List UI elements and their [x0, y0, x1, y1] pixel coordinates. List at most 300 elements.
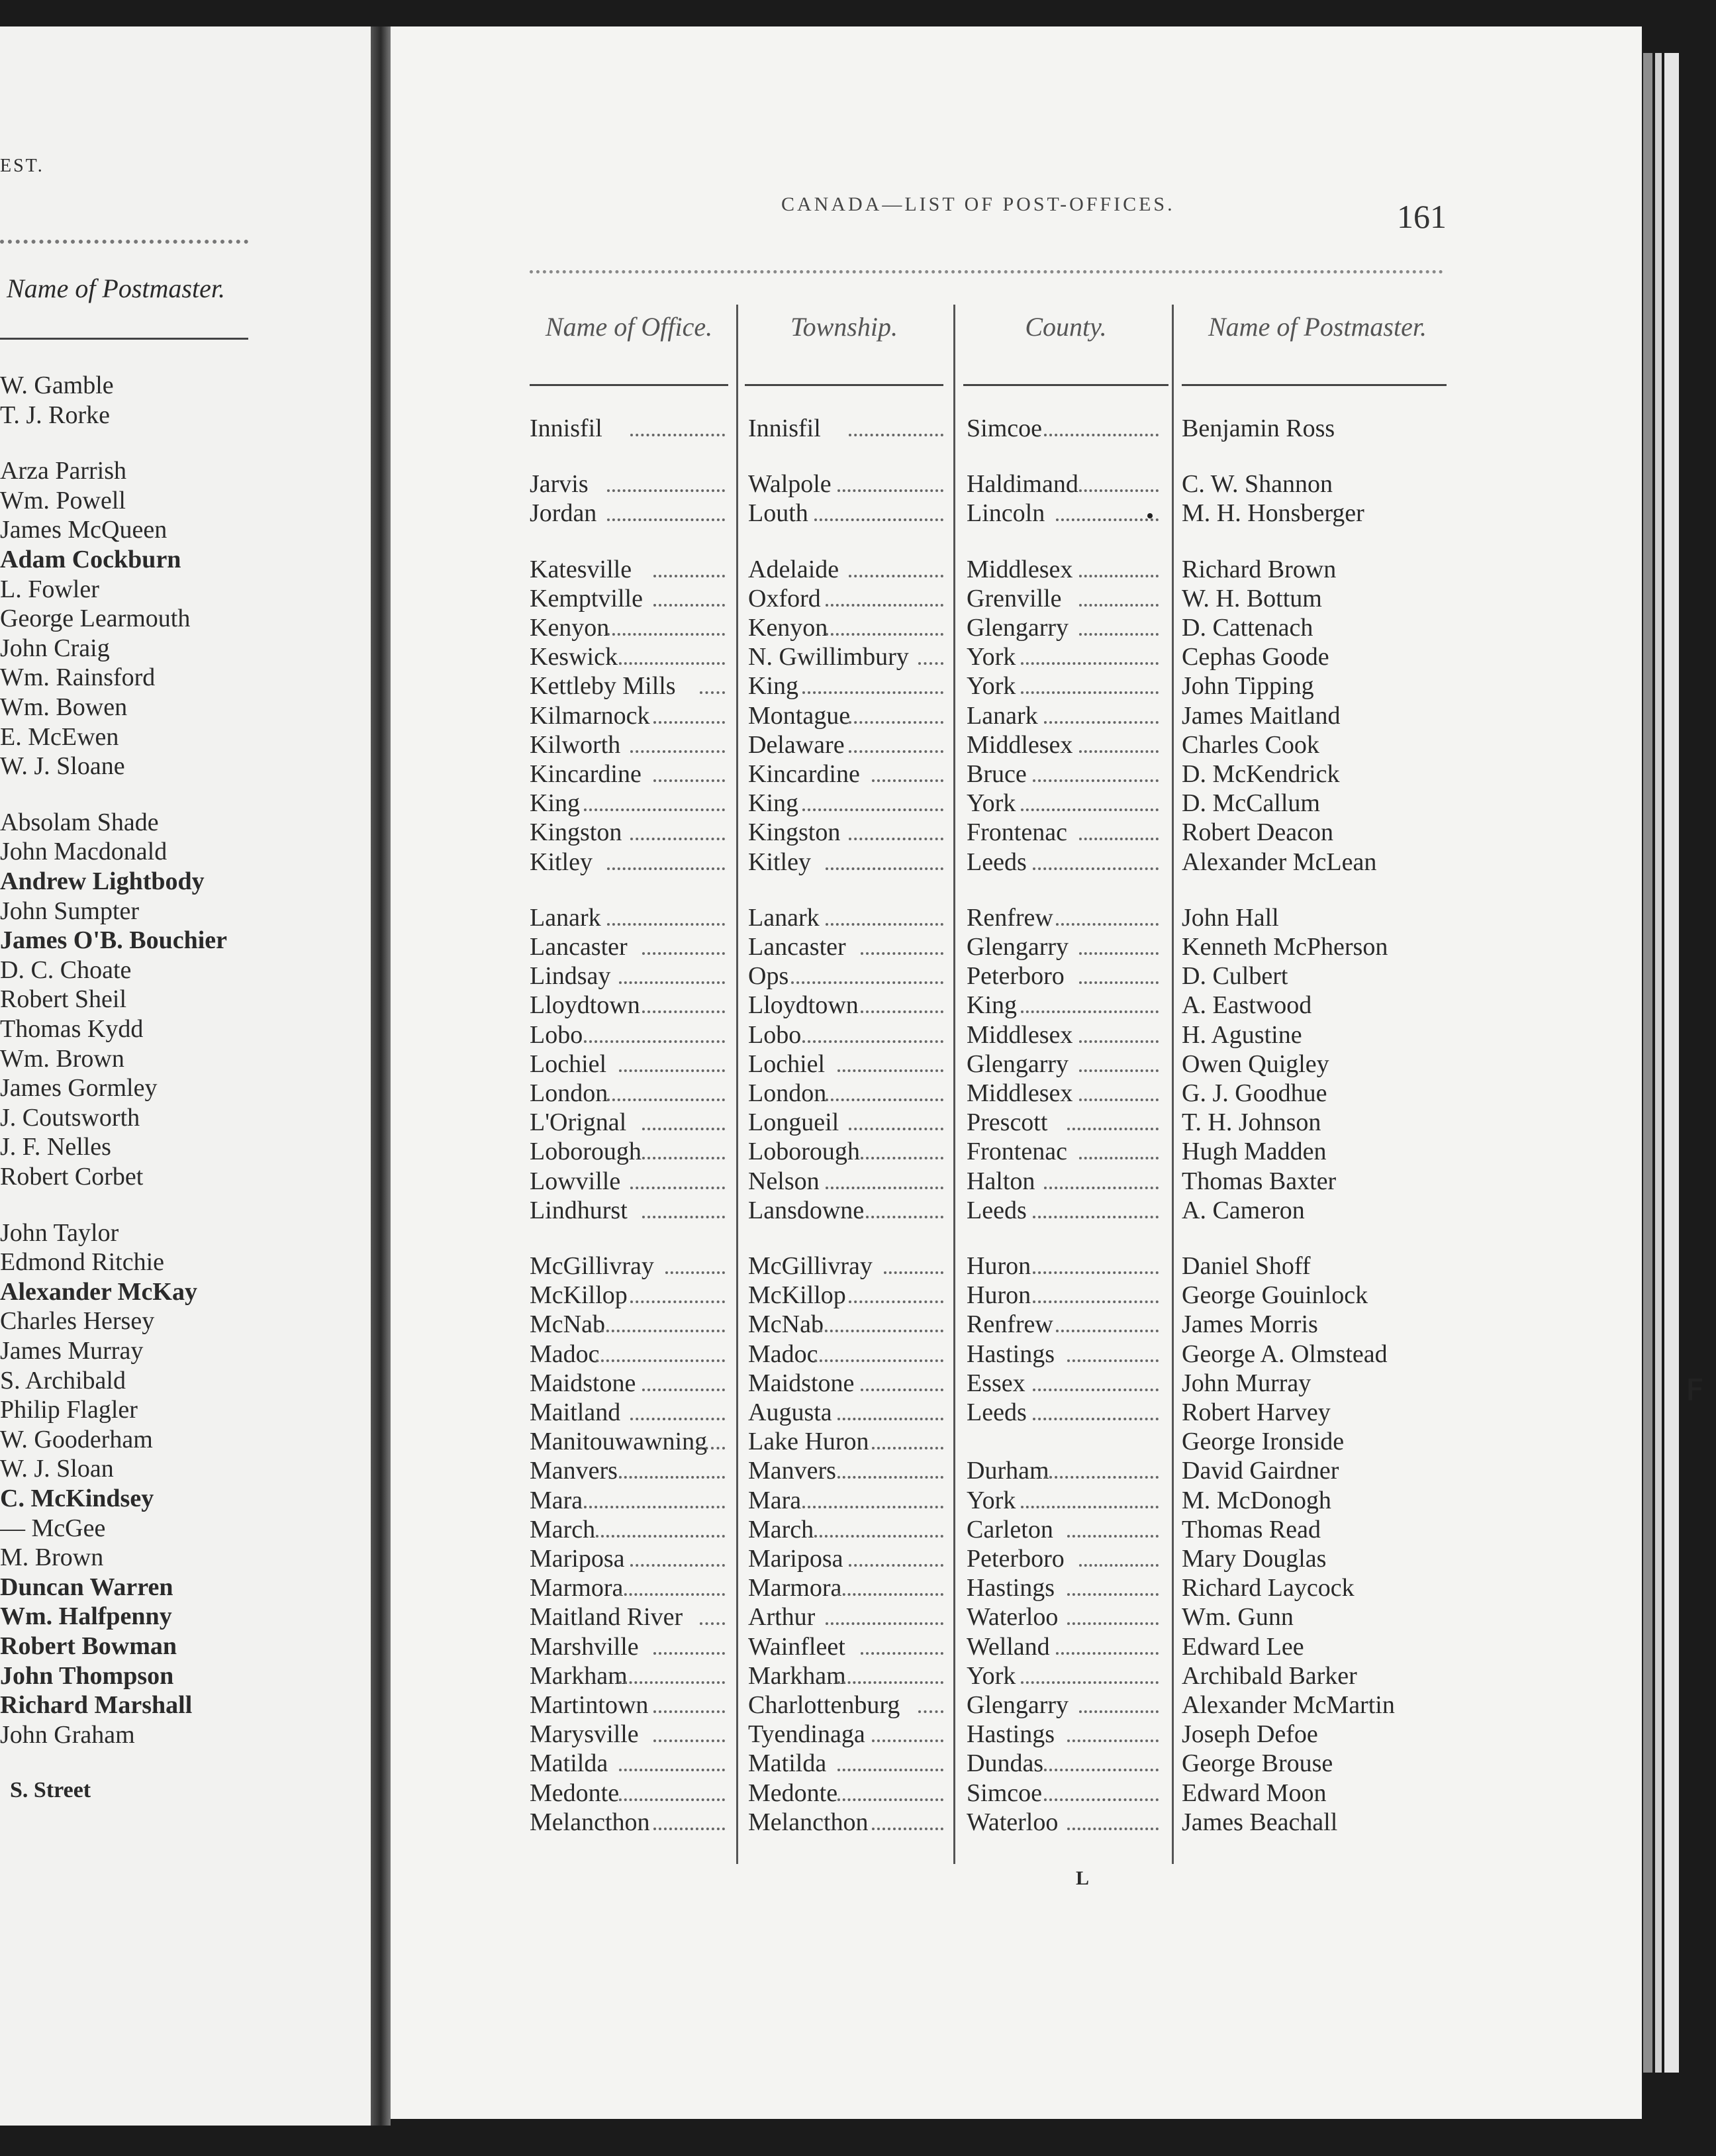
- left-postmaster-name: D. C. Choate: [0, 956, 132, 984]
- dot-leader: [1044, 1476, 1159, 1479]
- dot-leader: [630, 750, 725, 753]
- postmaster-cell: Owen Quigley: [1182, 1050, 1329, 1078]
- township-cell: Walpole: [748, 470, 832, 499]
- office-cell: Maitland River: [530, 1603, 683, 1632]
- dot-leader: [791, 981, 944, 984]
- county-cell: Frontenac: [967, 1138, 1067, 1166]
- dot-leader: [607, 518, 725, 521]
- dot-leader: [1056, 1652, 1159, 1655]
- page-edge-3: [1664, 53, 1679, 2073]
- office-cell: Kingston: [530, 818, 622, 847]
- dot-leader: [642, 952, 726, 955]
- office-cell: Innisfil: [530, 415, 602, 442]
- dot-leader: [872, 1447, 943, 1449]
- left-postmaster-name: John Sumpter: [0, 897, 140, 925]
- township-cell: McKillop: [748, 1281, 846, 1310]
- left-page-header: EST.: [0, 156, 44, 176]
- office-cell: Lindsay: [530, 962, 611, 991]
- left-postmaster-name: Robert Bowman: [0, 1632, 177, 1660]
- postmaster-cell: A. Eastwood: [1182, 991, 1312, 1020]
- office-cell: King: [530, 789, 580, 818]
- dot-leader: [837, 1798, 944, 1801]
- left-postmaster-name: John Taylor: [0, 1218, 119, 1247]
- dot-leader: [1079, 633, 1159, 636]
- county-cell: Peterboro: [967, 962, 1065, 991]
- left-postmaster-name: Adam Cockburn: [0, 546, 181, 573]
- dot-leader: [849, 1300, 943, 1303]
- dot-leader: [596, 1359, 726, 1362]
- dot-leader: [849, 750, 943, 753]
- dot-leader: [814, 1330, 944, 1332]
- dot-leader: [1079, 1710, 1159, 1713]
- dot-leader: [849, 434, 943, 436]
- dot-leader: [814, 1535, 944, 1538]
- dot-leader: [653, 721, 725, 724]
- office-cell: McNab: [530, 1310, 605, 1339]
- township-cell: Madoc: [748, 1340, 818, 1368]
- county-cell: Essex: [967, 1369, 1025, 1397]
- dot-leader: [861, 1389, 944, 1391]
- dot-leader: [1056, 518, 1159, 521]
- left-postmaster-name: James McQueen: [0, 516, 167, 544]
- left-postmaster-name: Edmond Ritchie: [0, 1248, 165, 1277]
- dot-leader: [1044, 1769, 1159, 1771]
- county-cell: Hastings: [967, 1340, 1055, 1368]
- county-cell: Huron: [967, 1252, 1031, 1280]
- county-cell: Lanark: [967, 701, 1038, 730]
- county-cell: Simcoe: [967, 415, 1042, 442]
- township-cell: Lancaster: [748, 933, 846, 961]
- dot-leader: [642, 1157, 726, 1159]
- dot-leader: [849, 1564, 943, 1567]
- left-postmaster-name: Wm. Brown: [0, 1044, 124, 1073]
- left-postmaster-name: Andrew Lightbody: [0, 867, 205, 895]
- township-cell: Delaware: [748, 730, 845, 759]
- postmaster-cell: D. Cattenach: [1182, 614, 1313, 642]
- left-postmaster-name: J. F. Nelles: [0, 1133, 111, 1161]
- postmaster-cell: Benjamin Ross: [1182, 415, 1335, 442]
- dot-leader: [861, 1157, 944, 1159]
- left-postmaster-name: Alexander McKay: [0, 1277, 197, 1306]
- dot-leader: [642, 1128, 726, 1130]
- left-postmaster-name: W. J. Sloane: [0, 752, 125, 781]
- left-postmaster-name: John Craig: [0, 634, 110, 662]
- township-cell: Louth: [748, 499, 808, 528]
- dot-leader: [584, 1506, 725, 1508]
- dot-leader: [1079, 838, 1159, 840]
- dot-leader: [630, 434, 725, 436]
- postmaster-cell: Hugh Madden: [1182, 1138, 1327, 1166]
- dot-leader: [630, 838, 725, 840]
- township-cell: Nelson: [748, 1167, 820, 1195]
- county-cell: Waterloo: [967, 1808, 1059, 1836]
- dot-leader: [1021, 662, 1159, 665]
- dot-leader: [653, 1828, 725, 1830]
- dot-leader: [837, 1476, 944, 1479]
- township-cell: Longueil: [748, 1108, 839, 1137]
- column-header-postmaster: Name of Postmaster.: [1208, 312, 1427, 342]
- dot-leader: [700, 691, 725, 694]
- township-cell: Lochiel: [748, 1050, 826, 1078]
- dot-leader: [1056, 1330, 1159, 1332]
- column-header-township: Township.: [790, 312, 898, 342]
- township-cell: Kincardine: [748, 760, 860, 788]
- township-cell: Kenyon: [748, 614, 828, 642]
- dot-leader: [861, 1216, 944, 1218]
- dot-leader: [607, 923, 725, 926]
- office-cell: Kilmarnock: [530, 701, 650, 730]
- office-cell: Lowville: [530, 1167, 621, 1195]
- dot-leader: [1079, 952, 1159, 955]
- dot-leader: [1044, 434, 1159, 436]
- dot-leader: [837, 489, 944, 492]
- dot-leader: [1079, 1157, 1159, 1159]
- township-cell: McNab: [748, 1310, 824, 1339]
- dot-leader: [802, 1040, 943, 1043]
- office-cell: Lancaster: [530, 933, 628, 961]
- county-cell: York: [967, 1661, 1016, 1690]
- county-cell: Carleton: [967, 1515, 1053, 1544]
- county-cell: Renfrew: [967, 1310, 1053, 1339]
- county-cell: Middlesex: [967, 1079, 1073, 1107]
- township-cell: Manvers: [748, 1457, 836, 1485]
- township-cell: Loborough: [748, 1138, 860, 1166]
- dot-leader: [619, 1069, 726, 1072]
- page-edge-1: [1643, 53, 1652, 2073]
- postmaster-cell: Thomas Baxter: [1182, 1167, 1337, 1195]
- dot-leader: [1079, 981, 1159, 984]
- office-cell: Kitley: [530, 848, 593, 876]
- dot-leader: [642, 1389, 726, 1391]
- county-cell: Simcoe: [967, 1779, 1042, 1807]
- postmaster-cell: James Morris: [1182, 1310, 1318, 1339]
- office-cell: March: [530, 1515, 596, 1544]
- county-cell: Peterboro: [967, 1545, 1065, 1573]
- postmaster-cell: George A. Olmstead: [1182, 1340, 1388, 1368]
- header-dotted-rule: [530, 270, 1443, 273]
- left-postmaster-name: Robert Sheil: [0, 985, 127, 1014]
- dot-leader: [849, 1128, 943, 1130]
- township-cell: Matilda: [748, 1749, 827, 1778]
- left-postmaster-name: Thomas Kydd: [0, 1015, 144, 1043]
- dot-leader: [1033, 779, 1159, 782]
- dot-leader: [1021, 808, 1159, 811]
- dot-leader: [619, 1476, 726, 1479]
- header-rule-office: [530, 384, 728, 386]
- dot-leader: [1033, 1389, 1159, 1391]
- dot-leader: [1044, 1798, 1159, 1801]
- column-header-county: County.: [1025, 312, 1107, 342]
- county-cell: Leeds: [967, 1398, 1027, 1426]
- dot-leader: [1021, 691, 1159, 694]
- county-cell: Glengarry: [967, 614, 1069, 642]
- left-postmaster-name: James Murray: [0, 1337, 144, 1365]
- office-cell: Medonte: [530, 1779, 620, 1807]
- dot-leader: [837, 1418, 944, 1420]
- left-postmaster-name: J. Coutsworth: [0, 1103, 140, 1132]
- dot-leader: [642, 1010, 726, 1013]
- dot-leader: [596, 1330, 726, 1332]
- county-cell: Prescott: [967, 1108, 1048, 1137]
- dot-leader: [1079, 750, 1159, 753]
- office-cell: Katesville: [530, 555, 632, 583]
- office-cell: Manitouwawning: [530, 1428, 708, 1456]
- office-cell: Jarvis: [530, 470, 589, 499]
- postmaster-cell: D. McCallum: [1182, 789, 1320, 818]
- township-cell: Mara: [748, 1486, 802, 1514]
- postmaster-cell: G. J. Goodhue: [1182, 1079, 1327, 1107]
- dot-leader: [872, 1740, 943, 1742]
- dot-leader: [700, 1622, 725, 1625]
- left-postmaster-name: — McGee: [0, 1514, 106, 1542]
- township-cell: Lanark: [748, 903, 820, 932]
- dot-leader: [584, 808, 725, 811]
- postmaster-cell: Mary Douglas: [1182, 1545, 1327, 1573]
- township-cell: Markham: [748, 1661, 846, 1690]
- office-cell: Matilda: [530, 1749, 608, 1778]
- signature-mark: L: [1076, 1867, 1090, 1889]
- county-cell: Leeds: [967, 848, 1027, 876]
- dot-leader: [1079, 489, 1159, 492]
- township-cell: Innisfil: [748, 415, 821, 442]
- dot-leader: [861, 952, 944, 955]
- dot-leader: [1079, 575, 1159, 577]
- dot-leader: [814, 1359, 944, 1362]
- dot-leader: [630, 1564, 725, 1567]
- postmaster-cell: C. W. Shannon: [1182, 470, 1333, 499]
- ink-blot: [1147, 513, 1153, 518]
- left-postmaster-name: W. Gooderham: [0, 1425, 153, 1453]
- office-cell: Maidstone: [530, 1369, 636, 1397]
- postmaster-cell: James Beachall: [1182, 1808, 1338, 1836]
- office-cell: Loborough: [530, 1138, 642, 1166]
- county-cell: Grenville: [967, 584, 1062, 612]
- office-cell: Martintown: [530, 1691, 649, 1719]
- column-divider-1: [736, 305, 738, 1864]
- township-cell: N. Gwillimbury: [748, 643, 909, 671]
- left-header-rule: [0, 338, 248, 340]
- left-postmaster-name: Richard Marshall: [0, 1691, 193, 1720]
- office-cell: Lindhurst: [530, 1196, 628, 1224]
- township-cell: Kingston: [748, 818, 841, 847]
- postmaster-cell: M. McDonogh: [1182, 1486, 1331, 1514]
- dot-leader: [1067, 1128, 1159, 1130]
- office-cell: Kilworth: [530, 730, 621, 759]
- dot-leader: [802, 691, 943, 694]
- header-rule-postmaster: [1182, 384, 1447, 386]
- postmaster-cell: David Gairdner: [1182, 1457, 1339, 1485]
- dot-leader: [1021, 1506, 1159, 1508]
- running-head: CANADA—LIST OF POST-OFFICES.: [781, 193, 1175, 215]
- book-gutter: [371, 26, 391, 2126]
- left-postmaster-name: Arza Parrish: [0, 457, 126, 485]
- dot-leader: [1033, 1418, 1159, 1420]
- left-postmaster-name: Robert Corbet: [0, 1163, 144, 1191]
- header-rule-county: [963, 384, 1168, 386]
- left-column-header: Name of Postmaster.: [7, 273, 225, 303]
- office-cell: Keswick: [530, 643, 618, 671]
- left-postmaster-name: John Macdonald: [0, 838, 167, 866]
- dot-leader: [1067, 1740, 1159, 1742]
- county-cell: Glengarry: [967, 1691, 1069, 1719]
- left-postmaster-name: T. J. Rorke: [0, 401, 111, 429]
- dot-leader: [665, 1271, 726, 1274]
- dot-leader: [826, 923, 943, 926]
- postmaster-cell: T. H. Johnson: [1182, 1108, 1321, 1137]
- dot-leader: [607, 633, 725, 636]
- dot-leader: [1021, 1010, 1159, 1013]
- township-cell: London: [748, 1079, 827, 1107]
- office-cell: Kemptville: [530, 584, 643, 612]
- dot-leader: [826, 1099, 943, 1101]
- township-cell: Marmora: [748, 1574, 842, 1602]
- left-postmaster-name: John Thompson: [0, 1661, 174, 1690]
- dot-leader: [849, 575, 943, 577]
- office-cell: L'Orignal: [530, 1108, 627, 1137]
- postmaster-cell: Archibald Barker: [1182, 1661, 1357, 1690]
- county-cell: Hastings: [967, 1574, 1055, 1602]
- office-cell: Kenyon: [530, 614, 610, 642]
- county-cell: King: [967, 991, 1017, 1020]
- dot-leader: [849, 838, 943, 840]
- column-divider-3: [1172, 305, 1174, 1864]
- county-cell: Huron: [967, 1281, 1031, 1310]
- dot-leader: [653, 1740, 725, 1742]
- township-cell: Adelaide: [748, 555, 839, 583]
- left-postmaster-name: Charles Hersey: [0, 1307, 155, 1336]
- left-postmaster-name: Absolam Shade: [0, 808, 159, 836]
- township-cell: Lobo: [748, 1020, 802, 1049]
- left-postmaster-name: W. J. Sloan: [0, 1455, 114, 1483]
- county-cell: Middlesex: [967, 730, 1073, 759]
- header-rule-township: [745, 384, 943, 386]
- margin-mark: ꜰ: [1685, 1364, 1705, 1410]
- township-cell: Lake Huron: [748, 1428, 869, 1456]
- postmaster-cell: Edward Moon: [1182, 1779, 1327, 1807]
- dot-leader: [619, 1798, 726, 1801]
- county-cell: Welland: [967, 1632, 1050, 1661]
- county-cell: York: [967, 672, 1016, 701]
- county-cell: York: [967, 1486, 1016, 1514]
- postmaster-cell: Thomas Read: [1182, 1515, 1321, 1544]
- postmaster-cell: Kenneth McPherson: [1182, 933, 1388, 961]
- postmaster-cell: Wm. Gunn: [1182, 1603, 1294, 1632]
- township-cell: McGillivray: [748, 1252, 873, 1280]
- right-page: [391, 26, 1642, 2119]
- dot-leader: [1079, 604, 1159, 607]
- dot-leader: [826, 867, 943, 870]
- township-cell: Charlottenburg: [748, 1691, 900, 1719]
- dot-leader: [802, 1506, 943, 1508]
- township-cell: March: [748, 1515, 814, 1544]
- page-number: 161: [1397, 198, 1447, 235]
- office-cell: Kettleby Mills: [530, 672, 676, 701]
- left-postmaster-name: Wm. Powell: [0, 486, 126, 514]
- postmaster-cell: D. Culbert: [1182, 962, 1288, 991]
- dot-leader: [1044, 1187, 1159, 1189]
- dot-leader: [619, 1681, 726, 1684]
- county-cell: Glengarry: [967, 933, 1069, 961]
- postmaster-cell: Cephas Goode: [1182, 643, 1329, 671]
- county-cell: York: [967, 643, 1016, 671]
- page-edge-2: [1655, 53, 1662, 2073]
- postmaster-cell: A. Cameron: [1182, 1196, 1305, 1224]
- left-postmaster-name: James Gormley: [0, 1074, 158, 1102]
- dot-leader: [802, 808, 943, 811]
- postmaster-cell: Joseph Defoe: [1182, 1720, 1318, 1749]
- dot-leader: [918, 662, 943, 665]
- office-cell: Lanark: [530, 903, 601, 932]
- township-cell: Ops: [748, 962, 789, 991]
- office-cell: Marmora: [530, 1574, 624, 1602]
- dot-leader: [1067, 1622, 1159, 1625]
- office-cell: Melancthon: [530, 1808, 650, 1836]
- dot-leader: [861, 1010, 944, 1013]
- county-cell: Hastings: [967, 1720, 1055, 1749]
- dot-leader: [872, 1828, 943, 1830]
- dot-leader: [1067, 1828, 1159, 1830]
- postmaster-cell: D. McKendrick: [1182, 760, 1340, 788]
- left-header-dotted-rule: [0, 240, 248, 244]
- township-cell: Maidstone: [748, 1369, 855, 1397]
- township-cell: Montague: [748, 701, 851, 730]
- left-postmaster-name: Duncan Warren: [0, 1573, 173, 1601]
- postmaster-cell: H. Agustine: [1182, 1020, 1302, 1049]
- dot-leader: [607, 489, 725, 492]
- office-cell: Lochiel: [530, 1050, 607, 1078]
- township-cell: King: [748, 789, 798, 818]
- county-cell: Glengarry: [967, 1050, 1069, 1078]
- postmaster-cell: Edward Lee: [1182, 1632, 1304, 1661]
- left-signature: S. Street: [10, 1778, 91, 1802]
- township-cell: Kitley: [748, 848, 811, 876]
- column-header-office: Name of Office.: [545, 312, 713, 342]
- dot-leader: [630, 1418, 725, 1420]
- left-postmaster-name: Wm. Bowen: [0, 693, 128, 721]
- column-divider-2: [953, 305, 955, 1864]
- office-cell: Mara: [530, 1486, 583, 1514]
- dot-leader: [1033, 1271, 1159, 1274]
- dot-leader: [619, 981, 726, 984]
- left-postmaster-name: M. Brown: [0, 1544, 104, 1572]
- county-cell: Bruce: [967, 760, 1027, 788]
- dot-leader: [584, 1040, 725, 1043]
- postmaster-cell: John Tipping: [1182, 672, 1314, 701]
- township-cell: Augusta: [748, 1398, 832, 1426]
- dot-leader: [918, 1710, 943, 1713]
- postmaster-cell: Daniel Shoff: [1182, 1252, 1311, 1280]
- dot-leader: [619, 662, 726, 665]
- dot-leader: [826, 1187, 943, 1189]
- dot-leader: [1033, 867, 1159, 870]
- postmaster-cell: George Ironside: [1182, 1428, 1345, 1456]
- dot-leader: [607, 867, 725, 870]
- left-postmaster-name: James O'B. Bouchier: [0, 926, 228, 955]
- dot-leader: [596, 1535, 726, 1538]
- postmaster-cell: James Maitland: [1182, 701, 1341, 730]
- dot-leader: [653, 1710, 725, 1713]
- county-cell: Durham: [967, 1457, 1049, 1485]
- dot-leader: [653, 604, 725, 607]
- county-cell: Haldimand: [967, 470, 1078, 499]
- office-cell: Marshville: [530, 1632, 639, 1661]
- dot-leader: [837, 1681, 944, 1684]
- dot-leader: [1079, 1069, 1159, 1072]
- postmaster-cell: M. H. Honsberger: [1182, 499, 1364, 528]
- dot-leader: [849, 721, 943, 724]
- dot-leader: [1033, 1300, 1159, 1303]
- left-postmaster-name: John Graham: [0, 1720, 135, 1749]
